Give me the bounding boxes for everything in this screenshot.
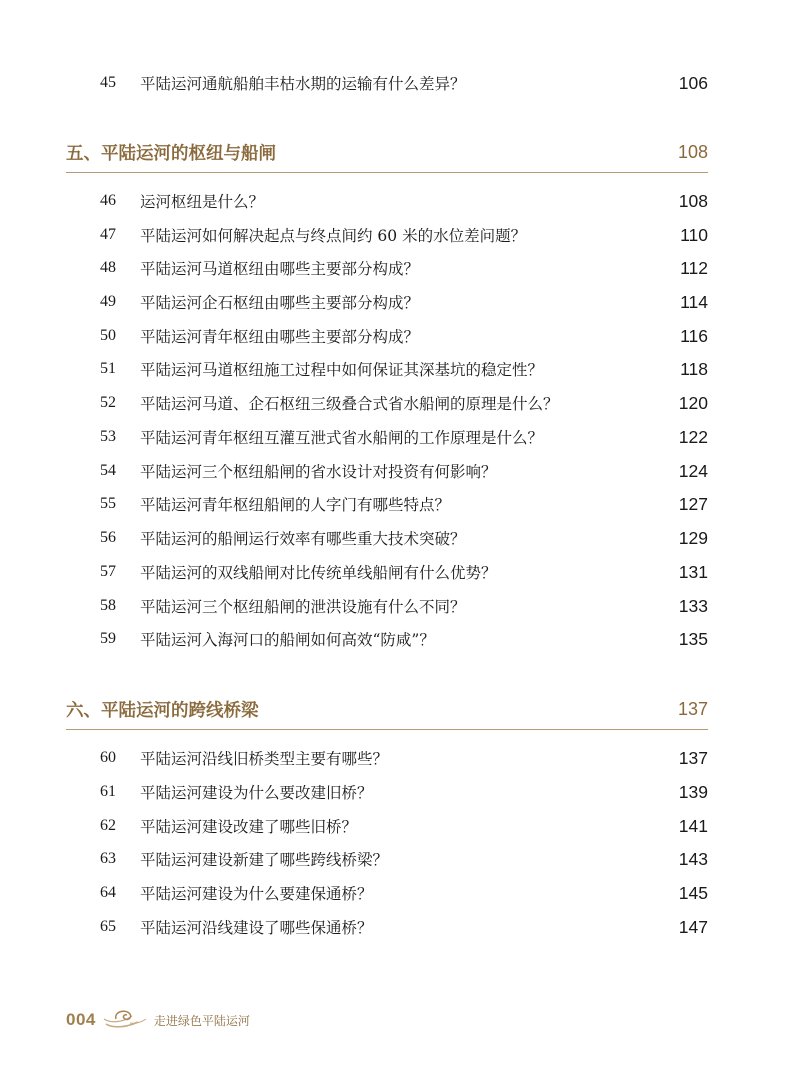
entry-number: 63 [100, 850, 116, 867]
toc-entry[interactable] [0, 218, 790, 252]
toc-entry[interactable] [0, 454, 790, 488]
entry-title: 平陆运河建设改建了哪些旧桥？ [140, 818, 358, 836]
toc-entry[interactable] [0, 589, 790, 623]
entry-page: 127 [678, 493, 708, 514]
entry-number: 55 [100, 495, 116, 512]
entry-number: 50 [100, 327, 116, 344]
entry-title: 平陆运河马道、企石枢纽三级叠合式省水船闸的原理是什么？ [140, 395, 559, 413]
toc-entry[interactable] [0, 352, 790, 386]
entry-title: 平陆运河青年枢纽由哪些主要部分构成？ [140, 328, 420, 346]
footer-book-title: 走进绿色平陆运河 [153, 1013, 250, 1028]
toc-entry[interactable] [0, 285, 790, 319]
entry-number: 52 [100, 394, 116, 411]
toc-entry[interactable] [0, 741, 790, 775]
entry-page: 131 [678, 561, 708, 582]
entry-page: 129 [678, 527, 708, 548]
toc-entry[interactable] [0, 622, 790, 656]
entry-number: 53 [100, 428, 116, 445]
toc-entry[interactable] [0, 319, 790, 353]
toc-entry[interactable] [0, 809, 790, 843]
entry-title: 平陆运河建设新建了哪些跨线桥梁？ [140, 851, 389, 869]
entry-page: 114 [680, 291, 708, 312]
toc-entry[interactable] [0, 555, 790, 589]
toc-entry[interactable] [0, 842, 790, 876]
entry-title: 平陆运河建设为什么要改建旧桥？ [140, 784, 373, 802]
entry-number: 62 [100, 817, 116, 834]
entry-number: 54 [100, 462, 116, 479]
section-title: 五、平陆运河的枢纽与船闸 [66, 143, 276, 164]
entry-number: 46 [100, 192, 116, 209]
section-divider [66, 729, 708, 730]
section-heading-5[interactable] [0, 132, 790, 172]
entry-number: 57 [100, 563, 116, 580]
section-title: 六、平陆运河的跨线桥梁 [66, 700, 259, 721]
entry-title: 平陆运河马道枢纽由哪些主要部分构成？ [140, 260, 420, 278]
entry-number: 59 [100, 630, 116, 647]
entry-number: 51 [100, 360, 116, 377]
section-divider [66, 172, 708, 173]
toc-entry[interactable] [0, 251, 790, 285]
entry-title: 运河枢纽是什么？ [140, 193, 265, 211]
section-page: 137 [677, 698, 708, 719]
entry-page: 135 [678, 628, 708, 649]
entry-page: 124 [678, 460, 708, 481]
entry-number: 58 [100, 597, 116, 614]
entry-number: 48 [100, 259, 116, 276]
section-page: 108 [677, 141, 708, 162]
toc-entry[interactable] [0, 66, 790, 100]
entry-title: 平陆运河沿线建设了哪些保通桥？ [140, 919, 373, 937]
entry-title: 平陆运河青年枢纽船闸的人字门有哪些特点？ [140, 496, 451, 514]
entry-title: 平陆运河通航船舶丰枯水期的运输有什么差异？ [140, 75, 466, 93]
entry-title: 平陆运河青年枢纽互灌互泄式省水船闸的工作原理是什么？ [140, 429, 544, 447]
entry-page: 108 [678, 190, 708, 211]
toc-entry[interactable] [0, 910, 790, 944]
entry-page: 147 [678, 916, 708, 937]
entry-number: 49 [100, 293, 116, 310]
entry-title: 平陆运河沿线旧桥类型主要有哪些？ [140, 750, 389, 768]
entry-number: 65 [100, 918, 116, 935]
entry-page: 116 [680, 325, 708, 346]
entry-number: 60 [100, 749, 116, 766]
toc-entry[interactable] [0, 420, 790, 454]
page-footer [66, 1008, 250, 1032]
entry-number: 47 [100, 226, 116, 243]
entry-page: 133 [678, 595, 708, 616]
toc-entry[interactable] [0, 184, 790, 218]
entry-page: 106 [678, 72, 708, 93]
entry-page: 143 [678, 848, 708, 869]
entry-page: 122 [678, 426, 708, 447]
entry-page: 118 [680, 358, 708, 379]
entry-page: 145 [678, 882, 708, 903]
toc-entry[interactable] [0, 386, 790, 420]
entry-title: 平陆运河三个枢纽船闸的泄洪设施有什么不同？ [140, 598, 466, 616]
footer-page-number: 004 [66, 1010, 96, 1029]
entry-page: 120 [678, 392, 708, 413]
entry-title: 平陆运河如何解决起点与终点间约 60 米的水位差问题？ [140, 227, 527, 245]
toc-entry[interactable] [0, 775, 790, 809]
entry-page: 137 [678, 747, 708, 768]
entry-page: 141 [678, 815, 708, 836]
entry-number: 56 [100, 529, 116, 546]
toc-entry[interactable] [0, 876, 790, 910]
entry-page: 112 [680, 257, 708, 278]
toc-entry[interactable] [0, 521, 790, 555]
entry-page: 139 [678, 781, 708, 802]
entry-title: 平陆运河入海河口的船闸如何高效“防咸”？ [140, 631, 435, 649]
entry-title: 平陆运河的双线船闸对比传统单线船闸有什么优势？ [140, 564, 497, 582]
section-heading-6[interactable] [0, 689, 790, 729]
entry-number: 45 [100, 74, 116, 91]
wave-logo-icon [102, 1007, 148, 1034]
entry-number: 61 [100, 783, 116, 800]
entry-number: 64 [100, 884, 116, 901]
entry-title: 平陆运河建设为什么要建保通桥？ [140, 885, 373, 903]
entry-title: 平陆运河的船闸运行效率有哪些重大技术突破？ [140, 530, 466, 548]
entry-title: 平陆运河马道枢纽施工过程中如何保证其深基坑的稳定性？ [140, 361, 544, 379]
entry-title: 平陆运河三个枢纽船闸的省水设计对投资有何影响？ [140, 463, 497, 481]
toc-entry[interactable] [0, 487, 790, 521]
entry-page: 110 [680, 224, 708, 245]
entry-title: 平陆运河企石枢纽由哪些主要部分构成？ [140, 294, 420, 312]
